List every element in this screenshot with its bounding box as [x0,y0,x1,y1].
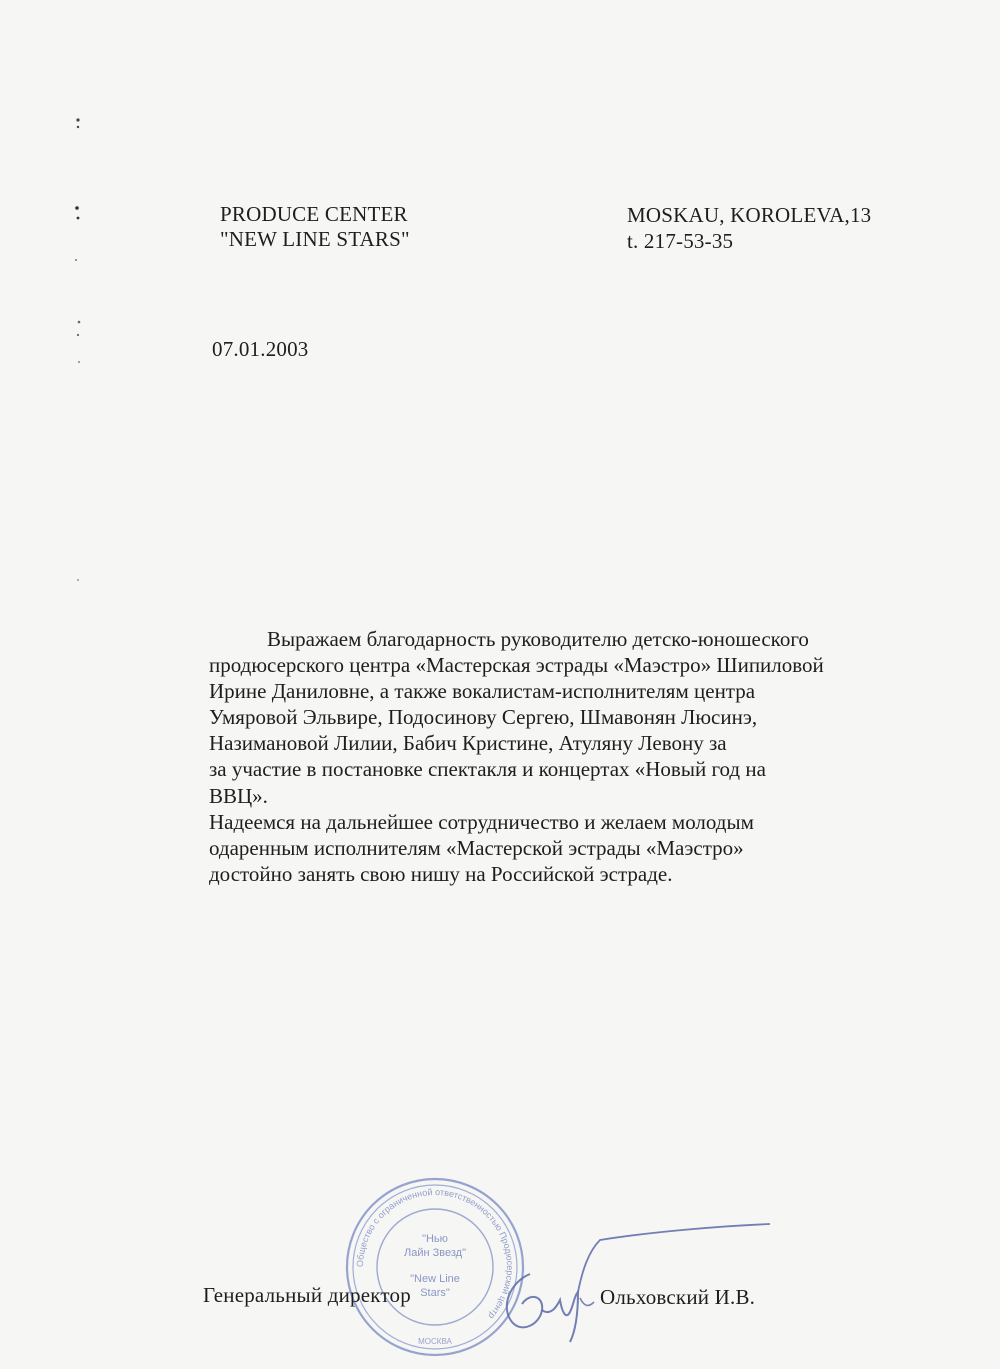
body-line: Ирине Даниловне, а также вокалистам-исполнителям центра [209,679,756,704]
body-line: достойно занять свою нишу на Российской эстраде. [209,861,673,886]
company-name-line2: "NEW LINE STARS" [220,227,410,251]
scan-hole-marks [70,100,100,600]
stamp-text: "New Line [410,1273,460,1285]
handwritten-signature [470,1212,790,1352]
body-line: одаренным исполнителям «Мастерской эстрады «Маэстро» [209,835,744,860]
body-line: Назимановой Лилии, Бабич Кристине, Атуляну Левону за [209,731,727,756]
body-line: Умяровой Эльвире, Подосинову Сергею, Шмавонян Люсинэ, [209,705,758,730]
company-name-line1: PRODUCE CENTER [220,202,408,226]
stamp-text: Stars" [420,1287,450,1299]
body-line: ВВЦ». [209,783,268,808]
stamp-text: Лайн Звезд" [404,1247,466,1259]
phone-line: t. 217-53-35 [627,229,734,253]
stamp-city: МОСКВА [418,1337,452,1346]
body-line: продюсерского центра «Мастерская эстрады «Маэстро» Шипиловой [209,653,824,678]
letter-date: 07.01.2003 [212,337,309,361]
letterhead-company [220,202,410,252]
letter-body [209,626,899,887]
stamp-text: "Нью [422,1233,448,1245]
body-line: Выражаем благодарность руководителю детско-юношеского [267,627,809,651]
body-line: за участие в постановке спектакля и концертах «Новый год на [209,757,766,782]
signatory-title: Генеральный директор [203,1283,411,1307]
body-line: Надеемся на дальнейшее сотрудничество и желаем молодым [209,809,754,834]
address-line: MOSKAU, KOROLEVA,13 [627,203,872,227]
stamp-ring-text: Общество с ограниченной ответственностью Продюсерский центр [354,1186,516,1321]
signatory-name: Ольховский И.В. [600,1285,756,1309]
letterhead-address [627,202,871,254]
